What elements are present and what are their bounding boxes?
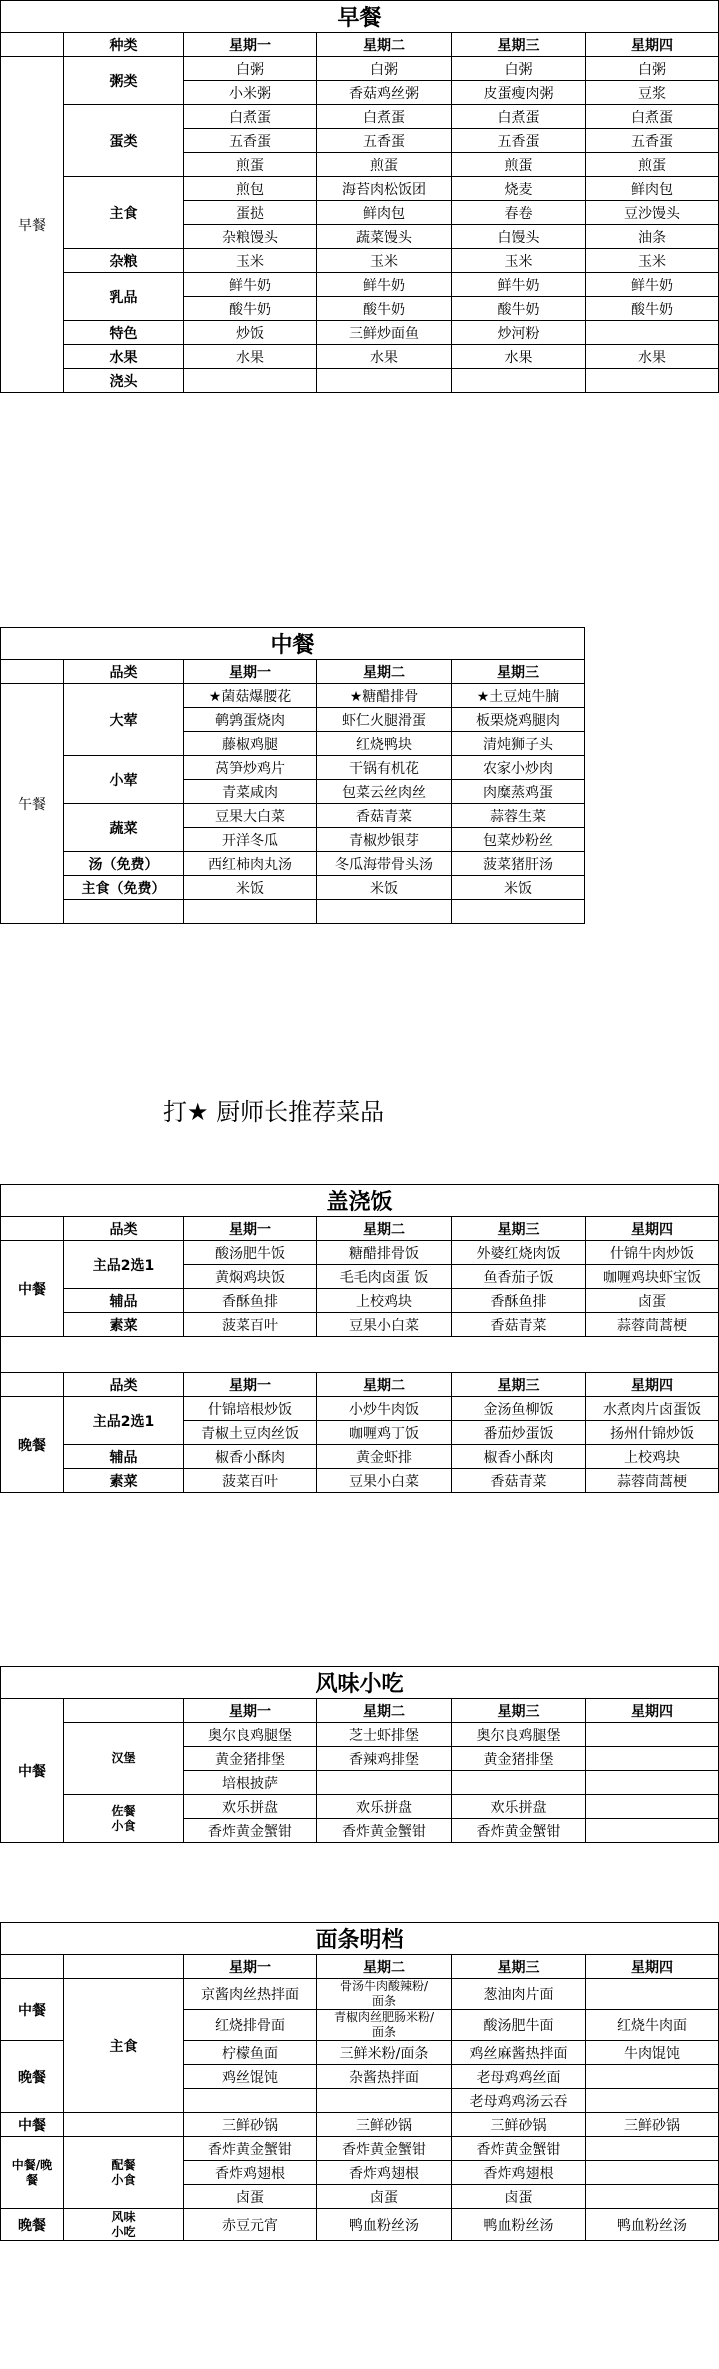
- rice-bowl-table: [0, 1184, 719, 1493]
- dish-cell: 煎包: [184, 177, 317, 201]
- dish-cell: 香菇青菜: [452, 1469, 586, 1493]
- dish-cell: 三鲜砂锅: [586, 2113, 719, 2137]
- dish-cell: 香菇青菜: [317, 804, 452, 828]
- dish-cell: 鲜牛奶: [452, 273, 586, 297]
- blank-cell: [1, 1373, 64, 1397]
- dish-cell: ★菌菇爆腰花: [184, 684, 317, 708]
- dish-cell: 红烧牛肉面: [586, 2010, 719, 2041]
- dish-cell: 水果: [184, 345, 317, 369]
- dish-cell: 酸牛奶: [452, 297, 586, 321]
- breakfast-table: [0, 0, 719, 393]
- dish-cell: 水果: [317, 345, 452, 369]
- dish-cell: 京酱肉丝热拌面: [184, 1979, 317, 2010]
- dish-cell: 青椒炒银芽: [317, 828, 452, 852]
- category-label: 粥类: [64, 57, 184, 105]
- column-header: 星期三: [452, 33, 586, 57]
- dish-cell: 五香蛋: [184, 129, 317, 153]
- meal-label: 中餐: [1, 1241, 64, 1337]
- dish-cell: 奥尔良鸡腿堡: [452, 1723, 586, 1747]
- blank-cell: [1, 660, 64, 684]
- column-header: 星期三: [452, 660, 585, 684]
- table-row: [1, 33, 719, 57]
- dish-cell: 白馒头: [452, 225, 586, 249]
- table-row: [1, 57, 719, 81]
- dish-cell: 青菜咸肉: [184, 780, 317, 804]
- table-row: [1, 249, 719, 273]
- dish-cell: 米饭: [184, 876, 317, 900]
- dish-cell: 毛毛肉卤蛋 饭: [317, 1265, 452, 1289]
- category-label: 主食: [64, 177, 184, 249]
- meal-label: 中餐: [1, 1979, 64, 2041]
- table-row: [1, 2137, 719, 2161]
- dish-cell: 欢乐拼盘: [452, 1795, 586, 1819]
- dish-cell: 赤豆元宵: [184, 2209, 317, 2241]
- column-header: 星期三: [452, 1699, 586, 1723]
- column-header: 星期二: [317, 33, 452, 57]
- dish-cell: 三鲜米粉/面条: [317, 2041, 452, 2065]
- dish-cell: 椒香小酥肉: [452, 1445, 586, 1469]
- column-header: 星期一: [184, 660, 317, 684]
- table-row: [1, 628, 585, 660]
- table-row: [1, 369, 719, 393]
- dish-cell: 牛肉馄饨: [586, 2041, 719, 2065]
- dish-cell: 青椒土豆肉丝饭: [184, 1421, 317, 1445]
- table-row: [1, 1397, 719, 1421]
- table-row: [1, 1185, 719, 1217]
- table-row: [1, 273, 719, 297]
- category-label: 大荤: [64, 684, 184, 756]
- dish-cell: 咖喱鸡块虾宝饭: [586, 1265, 719, 1289]
- snack-table: [0, 1666, 719, 1843]
- dish-cell: 干锅有机花: [317, 756, 452, 780]
- dish-cell: 香炸黄金蟹钳: [317, 2137, 452, 2161]
- dish-cell: 蒜蓉茼蒿梗: [586, 1313, 719, 1337]
- dish-cell: 卤蛋: [452, 2185, 586, 2209]
- category-label: 辅品: [64, 1289, 184, 1313]
- dish-cell: 香炸黄金蟹钳: [452, 1819, 586, 1843]
- dish-cell: [184, 2089, 317, 2113]
- column-header: 星期一: [184, 1373, 317, 1397]
- dish-cell: 红烧排骨面: [184, 2010, 317, 2041]
- lunch-table: [0, 627, 585, 924]
- dish-cell: [586, 2137, 719, 2161]
- table-row: [1, 900, 585, 924]
- blank-cell: [64, 1699, 184, 1723]
- dish-cell: 西红柿肉丸汤: [184, 852, 317, 876]
- dish-cell: 香酥鱼排: [184, 1289, 317, 1313]
- dish-cell: 鸡丝麻酱热拌面: [452, 2041, 586, 2065]
- dish-cell: 藤椒鸡腿: [184, 732, 317, 756]
- dish-cell: 水果: [452, 345, 586, 369]
- dish-cell: 芝士虾排堡: [317, 1723, 452, 1747]
- spacer-row: [1, 1337, 719, 1373]
- blank-cell: [1, 1955, 64, 1979]
- dish-cell: 老母鸡鸡汤云吞: [452, 2089, 586, 2113]
- dish-cell: 开洋冬瓜: [184, 828, 317, 852]
- category-label: 风味 小吃: [64, 2209, 184, 2241]
- dish-cell: 烧麦: [452, 177, 586, 201]
- dish-cell: 培根披萨: [184, 1771, 317, 1795]
- meal-label: 午餐: [1, 684, 64, 924]
- column-header: 星期四: [586, 1373, 719, 1397]
- chef-recommend-note: 打★ 厨师长推荐菜品: [163, 1098, 385, 1126]
- dish-cell: 香炸鸡翅根: [317, 2161, 452, 2185]
- dish-cell: 五香蛋: [452, 129, 586, 153]
- dish-cell: [586, 2185, 719, 2209]
- dish-cell: 卤蛋: [317, 2185, 452, 2209]
- dish-cell: 米饭: [452, 876, 585, 900]
- dish-cell: 小炒牛肉饭: [317, 1397, 452, 1421]
- dish-cell: ★土豆炖牛腩: [452, 684, 585, 708]
- category-label: 蔬菜: [64, 804, 184, 852]
- column-header: 星期三: [452, 1373, 586, 1397]
- dish-cell: 香炸鸡翅根: [184, 2161, 317, 2185]
- dish-cell: ★糖醋排骨: [317, 684, 452, 708]
- dish-cell: 莴笋炒鸡片: [184, 756, 317, 780]
- dish-cell: 菠菜百叶: [184, 1313, 317, 1337]
- category-label: 乳品: [64, 273, 184, 321]
- dish-cell: [452, 369, 586, 393]
- dish-cell: 上校鸡块: [317, 1289, 452, 1313]
- dish-cell: [586, 1723, 719, 1747]
- dish-cell: 油条: [586, 225, 719, 249]
- category-label: 水果: [64, 345, 184, 369]
- dish-cell: 板栗烧鸡腿肉: [452, 708, 585, 732]
- dish-cell: [586, 1747, 719, 1771]
- dish-cell: 上校鸡块: [586, 1445, 719, 1469]
- dish-cell: 炒河粉: [452, 321, 586, 345]
- dish-cell: 水煮肉片卤蛋饭: [586, 1397, 719, 1421]
- category-label: 汉堡: [64, 1723, 184, 1795]
- table-row: [1, 1217, 719, 1241]
- dish-cell: 蔬菜馒头: [317, 225, 452, 249]
- dish-cell: 肉糜蒸鸡蛋: [452, 780, 585, 804]
- dish-cell: 玉米: [452, 249, 586, 273]
- dish-cell: 扬州什锦炒饭: [586, 1421, 719, 1445]
- column-header: 星期二: [317, 1955, 452, 1979]
- table-row: [1, 1979, 719, 2010]
- column-header: 品类: [64, 1217, 184, 1241]
- dish-cell: [586, 1771, 719, 1795]
- dish-cell: [452, 1771, 586, 1795]
- dish-cell: [586, 369, 719, 393]
- meal-label: 中餐/晚 餐: [1, 2137, 64, 2209]
- dish-cell: [586, 1795, 719, 1819]
- column-header: 品类: [64, 1373, 184, 1397]
- column-header: 星期四: [586, 1955, 719, 1979]
- dish-cell: 咖喱鸡丁饭: [317, 1421, 452, 1445]
- meal-label: 晚餐: [1, 2041, 64, 2113]
- dish-cell: 骨汤牛肉酸辣粉/ 面条: [317, 1979, 452, 2010]
- dish-cell: 香炸黄金蟹钳: [184, 2137, 317, 2161]
- dish-cell: 三鲜炒面鱼: [317, 321, 452, 345]
- dish-cell: 椒香小酥肉: [184, 1445, 317, 1469]
- dish-cell: 香炸黄金蟹钳: [184, 1819, 317, 1843]
- blank-cell: [1, 33, 64, 57]
- dish-cell: 柠檬鱼面: [184, 2041, 317, 2065]
- dish-cell: 葱油肉片面: [452, 1979, 586, 2010]
- table-row: [1, 684, 585, 708]
- dish-cell: 外婆红烧肉饭: [452, 1241, 586, 1265]
- column-header: 星期一: [184, 33, 317, 57]
- dish-cell: 白粥: [452, 57, 586, 81]
- dish-cell: 番茄炒蛋饭: [452, 1421, 586, 1445]
- dish-cell: 杂粮馒头: [184, 225, 317, 249]
- column-header: 星期一: [184, 1699, 317, 1723]
- dish-cell: 包菜炒粉丝: [452, 828, 585, 852]
- dish-cell: 白煮蛋: [586, 105, 719, 129]
- table-row: [1, 1723, 719, 1747]
- dish-cell: [586, 2089, 719, 2113]
- dish-cell: 欢乐拼盘: [317, 1795, 452, 1819]
- dish-cell: [317, 1771, 452, 1795]
- snack-title: 风味小吃: [1, 1667, 719, 1699]
- category-label: 素菜: [64, 1469, 184, 1493]
- dish-cell: 鲜肉包: [586, 177, 719, 201]
- table-row: [1, 1469, 719, 1493]
- dish-cell: 皮蛋瘦肉粥: [452, 81, 586, 105]
- table-row: [1, 177, 719, 201]
- category-label: 主品2选1: [64, 1397, 184, 1445]
- column-header: 种类: [64, 33, 184, 57]
- category-label: 主食（免费）: [64, 876, 184, 900]
- dish-cell: [586, 2161, 719, 2185]
- table-row: [1, 2209, 719, 2241]
- table-row: [1, 852, 585, 876]
- dish-cell: 三鲜砂锅: [452, 2113, 586, 2137]
- dish-cell: 冬瓜海带骨头汤: [317, 852, 452, 876]
- dish-cell: 豆浆: [586, 81, 719, 105]
- rice-title: 盖浇饭: [1, 1185, 719, 1217]
- dish-cell: 糖醋排骨饭: [317, 1241, 452, 1265]
- table-row: [1, 876, 585, 900]
- breakfast-title: 早餐: [1, 1, 719, 33]
- dish-cell: 奥尔良鸡腿堡: [184, 1723, 317, 1747]
- blank-cell: [1, 1217, 64, 1241]
- column-header: 星期二: [317, 1699, 452, 1723]
- dish-cell: 香菇鸡丝粥: [317, 81, 452, 105]
- table-row: [1, 660, 585, 684]
- column-header: 品类: [64, 660, 184, 684]
- dish-cell: [317, 369, 452, 393]
- blank-cell: [64, 1955, 184, 1979]
- dish-cell: 玉米: [184, 249, 317, 273]
- dish-cell: 酸牛奶: [317, 297, 452, 321]
- dish-cell: 春卷: [452, 201, 586, 225]
- dish-cell: 酸汤肥牛饭: [184, 1241, 317, 1265]
- dish-cell: 黄焖鸡块饭: [184, 1265, 317, 1289]
- dish-cell: [452, 900, 585, 924]
- dish-cell: 香炸黄金蟹钳: [452, 2137, 586, 2161]
- dish-cell: 蛋挞: [184, 201, 317, 225]
- category-label: 素菜: [64, 1313, 184, 1337]
- noodle-title: 面条明档: [1, 1923, 719, 1955]
- category-label: 杂粮: [64, 249, 184, 273]
- dish-cell: 酸汤肥牛面: [452, 2010, 586, 2041]
- dish-cell: 白粥: [586, 57, 719, 81]
- column-header: 星期四: [586, 33, 719, 57]
- table-row: [1, 321, 719, 345]
- category-label: 特色: [64, 321, 184, 345]
- dish-cell: 包菜云丝肉丝: [317, 780, 452, 804]
- category-label: 佐餐 小食: [64, 1795, 184, 1843]
- dish-cell: 酸牛奶: [184, 297, 317, 321]
- dish-cell: 炒饭: [184, 321, 317, 345]
- table-row: [1, 1699, 719, 1723]
- meal-label: 早餐: [1, 57, 64, 393]
- dish-cell: 什锦牛肉炒饭: [586, 1241, 719, 1265]
- dish-cell: 黄金猪排堡: [184, 1747, 317, 1771]
- dish-cell: 豆沙馒头: [586, 201, 719, 225]
- dish-cell: 玉米: [586, 249, 719, 273]
- dish-cell: 卤蛋: [586, 1289, 719, 1313]
- table-row: [1, 2113, 719, 2137]
- table-row: [1, 1795, 719, 1819]
- column-header: 星期二: [317, 1373, 452, 1397]
- dish-cell: 红烧鸭块: [317, 732, 452, 756]
- dish-cell: 卤蛋: [184, 2185, 317, 2209]
- dish-cell: 欢乐拼盘: [184, 1795, 317, 1819]
- dish-cell: 鲜牛奶: [184, 273, 317, 297]
- dish-cell: 酸牛奶: [586, 297, 719, 321]
- dish-cell: 白粥: [317, 57, 452, 81]
- dish-cell: 青椒肉丝肥肠米粉/ 面条: [317, 2010, 452, 2041]
- table-row: [1, 1923, 719, 1955]
- table-row: [1, 1241, 719, 1265]
- dish-cell: 清炖狮子头: [452, 732, 585, 756]
- dish-cell: 菠菜百叶: [184, 1469, 317, 1493]
- category-label: 浇头: [64, 369, 184, 393]
- column-header: 星期四: [586, 1217, 719, 1241]
- dish-cell: 鹌鹑蛋烧肉: [184, 708, 317, 732]
- category-label: 汤（免费）: [64, 852, 184, 876]
- dish-cell: [586, 321, 719, 345]
- table-row: [1, 1955, 719, 1979]
- column-header: 星期三: [452, 1217, 586, 1241]
- meal-label: 中餐: [1, 2113, 64, 2137]
- table-row: [1, 804, 585, 828]
- dish-cell: 香炸黄金蟹钳: [317, 1819, 452, 1843]
- dish-cell: 老母鸡鸡丝面: [452, 2065, 586, 2089]
- category-label: 配餐 小食: [64, 2137, 184, 2209]
- column-header: 星期一: [184, 1217, 317, 1241]
- dish-cell: 黄金虾排: [317, 1445, 452, 1469]
- dish-cell: 鸡丝馄饨: [184, 2065, 317, 2089]
- category-label: 蛋类: [64, 105, 184, 177]
- meal-label: 晚餐: [1, 2209, 64, 2241]
- dish-cell: 三鲜砂锅: [184, 2113, 317, 2137]
- table-row: [1, 1445, 719, 1469]
- dish-cell: 菠菜猪肝汤: [452, 852, 585, 876]
- table-row: [1, 345, 719, 369]
- column-header: 星期二: [317, 660, 452, 684]
- dish-cell: 白粥: [184, 57, 317, 81]
- table-row: [1, 1667, 719, 1699]
- dish-cell: 蒜蓉茼蒿梗: [586, 1469, 719, 1493]
- dish-cell: 鲜牛奶: [586, 273, 719, 297]
- table-row: [1, 1373, 719, 1397]
- category-label: 主品2选1: [64, 1241, 184, 1289]
- blank-cell: [64, 2113, 184, 2137]
- dish-cell: 黄金猪排堡: [452, 1747, 586, 1771]
- dish-cell: 米饭: [317, 876, 452, 900]
- dish-cell: 五香蛋: [317, 129, 452, 153]
- dish-cell: 蒜蓉生菜: [452, 804, 585, 828]
- dish-cell: 豆果小白菜: [317, 1469, 452, 1493]
- dish-cell: 白煮蛋: [452, 105, 586, 129]
- dish-cell: 虾仁火腿滑蛋: [317, 708, 452, 732]
- dish-cell: 鸭血粉丝汤: [452, 2209, 586, 2241]
- column-header: 星期四: [586, 1699, 719, 1723]
- column-header: 星期一: [184, 1955, 317, 1979]
- dish-cell: 白煮蛋: [317, 105, 452, 129]
- noodle-table: [0, 1922, 719, 2241]
- dish-cell: 香炸鸡翅根: [452, 2161, 586, 2185]
- table-row: [1, 756, 585, 780]
- table-row: [1, 1289, 719, 1313]
- dish-cell: 玉米: [317, 249, 452, 273]
- dish-cell: [317, 2089, 452, 2113]
- dish-cell: [184, 369, 317, 393]
- table-row: [1, 1, 719, 33]
- dish-cell: 煎蛋: [317, 153, 452, 177]
- category-label: 辅品: [64, 1445, 184, 1469]
- dish-cell: 白煮蛋: [184, 105, 317, 129]
- dish-cell: [317, 900, 452, 924]
- dish-cell: 五香蛋: [586, 129, 719, 153]
- dish-cell: 香辣鸡排堡: [317, 1747, 452, 1771]
- dish-cell: [586, 1979, 719, 2010]
- dish-cell: 鱼香茄子饭: [452, 1265, 586, 1289]
- dish-cell: 水果: [586, 345, 719, 369]
- meal-label: 中餐: [1, 1699, 64, 1843]
- dish-cell: 农家小炒肉: [452, 756, 585, 780]
- dish-cell: [586, 2065, 719, 2089]
- dish-cell: 鸭血粉丝汤: [317, 2209, 452, 2241]
- dish-cell: 煎蛋: [184, 153, 317, 177]
- dish-cell: 香酥鱼排: [452, 1289, 586, 1313]
- dish-cell: 三鲜砂锅: [317, 2113, 452, 2137]
- dish-cell: 鲜牛奶: [317, 273, 452, 297]
- dish-cell: 杂酱热拌面: [317, 2065, 452, 2089]
- dish-cell: [586, 1819, 719, 1843]
- dish-cell: 鸭血粉丝汤: [586, 2209, 719, 2241]
- lunch-title: 中餐: [1, 628, 585, 660]
- dish-cell: [184, 900, 317, 924]
- table-row: [1, 105, 719, 129]
- dish-cell: 香菇青菜: [452, 1313, 586, 1337]
- dish-cell: 小米粥: [184, 81, 317, 105]
- meal-label: 晚餐: [1, 1397, 64, 1493]
- dish-cell: 鲜肉包: [317, 201, 452, 225]
- dish-cell: 金汤鱼柳饭: [452, 1397, 586, 1421]
- column-header: 星期三: [452, 1955, 586, 1979]
- dish-cell: 海苔肉松饭团: [317, 177, 452, 201]
- category-label: 小荤: [64, 756, 184, 804]
- dish-cell: 什锦培根炒饭: [184, 1397, 317, 1421]
- column-header: 星期二: [317, 1217, 452, 1241]
- category-label: [64, 900, 184, 924]
- dish-cell: 豆果大白菜: [184, 804, 317, 828]
- dish-cell: 煎蛋: [452, 153, 586, 177]
- dish-cell: 豆果小白菜: [317, 1313, 452, 1337]
- table-row: [1, 1313, 719, 1337]
- dish-cell: 煎蛋: [586, 153, 719, 177]
- category-label: 主食: [64, 1979, 184, 2113]
- table-row: [1, 1337, 719, 1373]
